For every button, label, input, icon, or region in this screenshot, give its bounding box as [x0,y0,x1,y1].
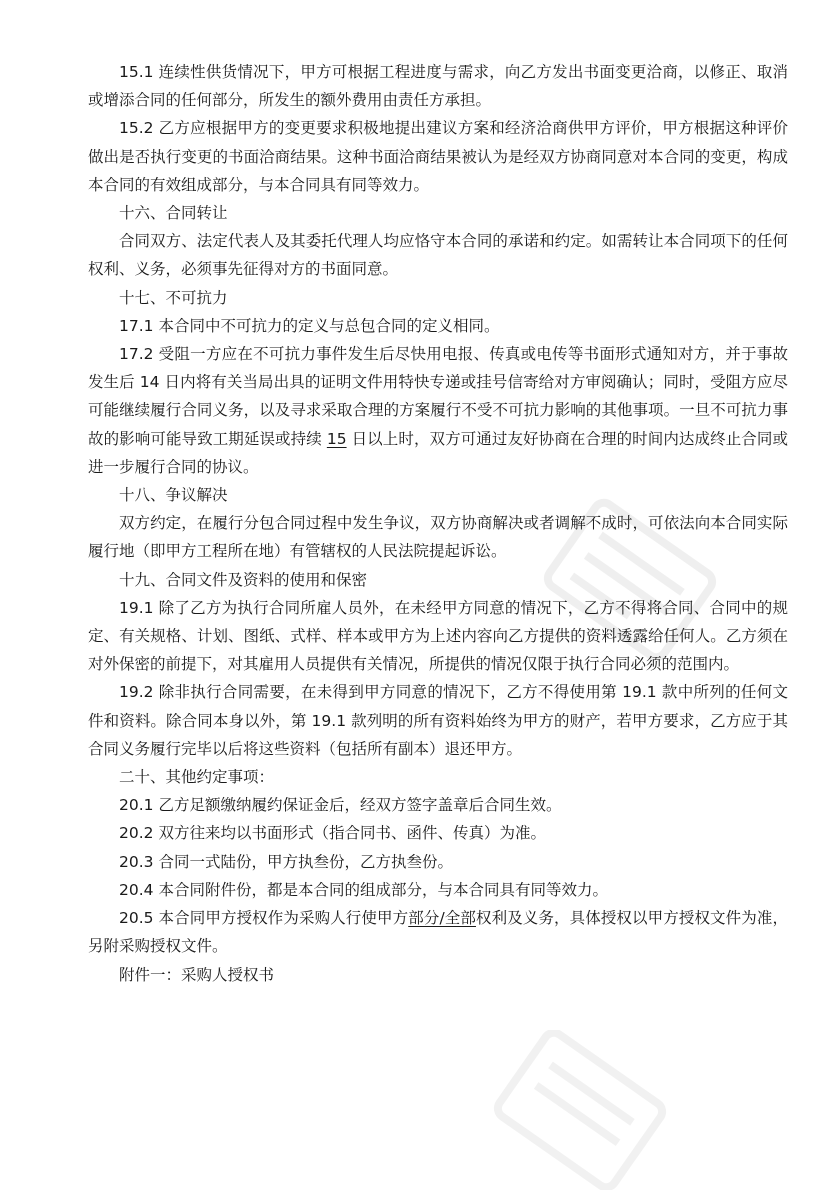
section-heading-20: 二十、其他约定事项： [119,768,275,787]
clause-19-2: 19.2 除非执行合同需要，在未得到甲方同意的情况下，乙方不得使用第 19.1 款中所列的任何文件和资料。除合同本身以外，第 19.1 款列明的所有资料始终为甲方的财产，若甲方要求，乙方应于其合同义务履行完毕以后将这些资料（包括所有副本）退还甲方。 [88,683,788,758]
clause-20-3: 20.3 合同一式陆份，甲方执叁份，乙方执叁份。 [119,852,453,871]
watermark-icon [470,1030,690,1190]
clause-17-2-text-b: 日以上时，双方可通过友好协商在合理的时间内达成终止合同或进一步履行合同的协议。 [88,429,788,476]
clause-20-5-text-a: 20.5 本合同甲方授权作为采购人行使甲方 [119,909,409,928]
clause-15-1: 15.1 连续性供货情况下，甲方可根据工程进度与需求，向乙方发出书面变更洽商，以修正、取消或增添合同的任何部分，所发生的额外费用由责任方承担。 [88,63,788,110]
clause-19-1-text-b: 乙方须在对外保密的前提下，对其雇用人员提供有关情况，所提供的情况仅限于执行合同必须的范围内。 [88,627,788,674]
clause-17-2 [88,340,788,481]
section-heading-16: 十六、合同转让 [119,204,228,223]
clause-15-2: 15.2 乙方应根据甲方的变更要求积极地提出建议方案和经济洽商供甲方评价，甲方根据这种评价做出是否执行变更的书面洽商结果。这种书面洽商结果被认为是经双方协商同意对本合同的变更，构成本合同的有效组成部分，与本合同具有同等效力。 [88,119,788,194]
clause-17-2-text-a: 17.2 受阻一方应在不可抗力事件发生后尽快用电报、传真或电传等书面形式通知对方，并于事故发生后 14 日内将有关当局出具的证明文件用特快专递或挂号信寄给对方审阅确认；同时，受阻方应尽可能继续履行合同义务，以及寻求采取合理的方案履行不受不可抗力影响的其他事项。一旦不可抗力事故的影响可能导致工期延误或持续 [88,345,788,448]
attachment-1-label: 附件一：采购人授权书 [119,965,275,984]
clause-16-text: 合同双方、法定代表人及其委托代理人均应恪守本合同的承诺和约定。如需转让本合同项下的任何权利、义务，必须事先征得对方的书面同意。 [88,232,788,279]
clause-20-4: 20.4 本合同附件份，都是本合同的组成部分，与本合同具有同等效力。 [119,880,608,899]
clause-20-5-scope: 部分/全部 [408,909,476,928]
clause-17-1: 17.1 本合同中不可抗力的定义与总包合同的定义相同。 [119,316,500,335]
clause-20-5-text-b: 权利及义务，具体授权以甲方授权文件为准，另附采购授权文件。 [88,909,788,956]
clause-19-1-text-a: 19.1 除了乙方为执行合同所雇人员外，在未经甲方同意的情况下，乙方不得将合同、合同中的规定、有关规格、计划、图纸、式样、样本或甲方为上述内容向乙方提供的资料透露给任何人。 [88,598,788,646]
section-heading-17: 十七、不可抗力 [119,288,228,307]
section-heading-19: 十九、合同文件及资料的使用和保密 [119,570,368,589]
clause-20-1: 20.1 乙方足额缴纳履约保证金后，经双方签字盖章后合同生效。 [119,796,562,815]
clause-20-2: 20.2 双方往来均以书面形式（指合同书、函件、传真）为准。 [119,824,546,843]
clause-18-text: 双方约定，在履行分包合同过程中发生争议，双方协商解决或者调解不成时，可依法向本合同实际履行地（即甲方工程所在地）有管辖权的人民法院提起诉讼。 [88,514,788,561]
section-heading-18: 十八、争议解决 [119,486,228,505]
clause-17-2-days: 15 [326,429,347,448]
document-body [88,58,788,989]
clause-20-5 [88,904,788,960]
clause-19-1 [88,594,788,679]
